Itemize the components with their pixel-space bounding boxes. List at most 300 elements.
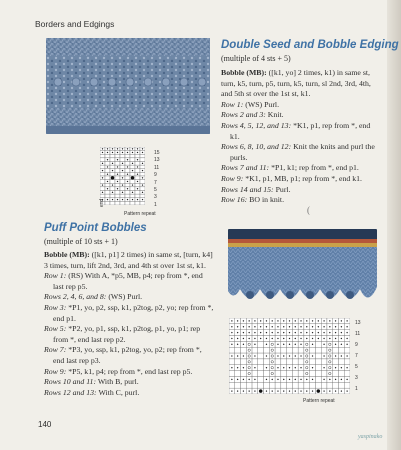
- chart-cell: [235, 371, 241, 377]
- purl-symbol: [312, 391, 313, 392]
- purl-symbol: [272, 338, 273, 339]
- chart-cell: [120, 180, 125, 184]
- purl-symbol: [329, 320, 330, 321]
- chart-cell: [125, 201, 130, 205]
- chart-cell: [125, 169, 130, 173]
- purl-symbol: [289, 367, 290, 368]
- chart-cell: [310, 347, 316, 353]
- purl-symbol: [127, 188, 128, 189]
- purl-symbol: [132, 199, 133, 200]
- chart-cell: [338, 359, 344, 365]
- purl-symbol: [301, 391, 302, 392]
- purl-symbol: [231, 338, 232, 339]
- text-cursor-icon: (: [307, 205, 310, 215]
- purl-symbol: [289, 326, 290, 327]
- chart-cell: [105, 183, 110, 187]
- purl-symbol: [318, 326, 319, 327]
- purl-symbol: [277, 332, 278, 333]
- chart-cell: [105, 169, 110, 173]
- chart-cell: [135, 162, 140, 166]
- purl-symbol: [312, 379, 313, 380]
- chart-cell: [327, 347, 333, 353]
- purl-symbol: [127, 199, 128, 200]
- purl-symbol: [266, 326, 267, 327]
- instruction-lead: Row 1:: [44, 271, 67, 281]
- purl-symbol: [272, 379, 273, 380]
- purl-symbol: [306, 391, 307, 392]
- chart-cell: [115, 194, 120, 198]
- purl-symbol: [335, 338, 336, 339]
- chart-cell: [135, 176, 140, 180]
- chart-cell: [292, 347, 298, 353]
- chart-cell: [100, 187, 105, 191]
- purl-symbol: [329, 379, 330, 380]
- instruction-line-s1: [44, 271, 214, 292]
- instruction-lead: Rows 10 and 11:: [44, 377, 97, 387]
- chart-cell: [258, 371, 264, 377]
- instruction-text: With B, purl.: [96, 377, 139, 387]
- purl-symbol: [289, 338, 290, 339]
- chart-cell: [258, 353, 264, 359]
- chart-cell: [140, 201, 145, 205]
- chart-cell: [125, 176, 130, 180]
- purl-symbol: [102, 152, 103, 153]
- chart-cell: [130, 158, 135, 162]
- purl-symbol: [102, 170, 103, 171]
- purl-symbol: [117, 199, 118, 200]
- chart-cell: [327, 365, 333, 371]
- instruction-line-s3: [44, 303, 214, 324]
- chart-cell: [120, 187, 125, 191]
- instruction-text: *P2, yo, p1, ssp, k1, p2tog, p1, yo, p1; rep from *, end last rep p2.: [53, 324, 201, 344]
- purl-symbol: [283, 332, 284, 333]
- chart-cell: [281, 371, 287, 377]
- knit-texture-1: [46, 38, 210, 134]
- chart-row-number: 9: [154, 172, 157, 179]
- purl-symbol: [237, 326, 238, 327]
- purl-symbol: [266, 391, 267, 392]
- purl-symbol: [249, 326, 250, 327]
- chart-cell: [315, 353, 321, 359]
- purl-symbol: [254, 391, 255, 392]
- chart-cell: [281, 382, 287, 388]
- purl-symbol: [312, 367, 313, 368]
- chart-cell: [140, 180, 145, 184]
- chart-row-number: 11: [355, 331, 361, 337]
- chart-cell: [333, 347, 339, 353]
- purl-symbol: [137, 148, 138, 149]
- chart-cell: [327, 382, 333, 388]
- purl-symbol: [237, 367, 238, 368]
- instruction-line-s10: [44, 377, 214, 388]
- purl-symbol: [312, 338, 313, 339]
- knit-texture-2: [228, 229, 377, 313]
- purl-symbol: [277, 344, 278, 345]
- bobble-symbol: [111, 176, 114, 179]
- chart-cell: [140, 194, 145, 198]
- chart-cell: [298, 359, 304, 365]
- purl-symbol: [117, 181, 118, 182]
- chart-cell: [338, 371, 344, 377]
- purl-symbol: [306, 379, 307, 380]
- purl-symbol: [243, 367, 244, 368]
- chart-cell: [287, 359, 293, 365]
- chart-cell: [140, 172, 145, 176]
- purl-symbol: [243, 391, 244, 392]
- chart-cell: [241, 382, 247, 388]
- chart-cell: [287, 371, 293, 377]
- chart-cell: [241, 347, 247, 353]
- chart-cell: [130, 201, 135, 205]
- chart-cell: [229, 359, 235, 365]
- chart-cell: [100, 154, 105, 158]
- chart-cell: [315, 371, 321, 377]
- purl-symbol: [283, 338, 284, 339]
- purl-symbol: [283, 367, 284, 368]
- instruction-text: *P3, yo, ssp, k1, p2tog, yo, p2; rep from *, end last rep p3.: [53, 345, 202, 365]
- chart-cell: [105, 191, 110, 195]
- purl-symbol: [112, 192, 113, 193]
- chart-double-seed: [100, 147, 145, 205]
- purl-symbol: [324, 332, 325, 333]
- chart-cell: [115, 176, 120, 180]
- purl-symbol: [318, 338, 319, 339]
- chart-cell: [135, 194, 140, 198]
- purl-symbol: [249, 391, 250, 392]
- instruction-text: ([k1, p1] 2 times) in same st, [turn, k4] 3 times, turn, lift 2nd, 3rd, and 4th st over 1st st, k1.: [44, 250, 213, 270]
- chart-cell: [115, 201, 120, 205]
- chart-cell: [269, 371, 275, 377]
- chart-cell: [344, 382, 350, 388]
- chart-cell: [125, 183, 130, 187]
- purl-symbol: [341, 332, 342, 333]
- chart-cell: [258, 347, 264, 353]
- purl-symbol: [249, 320, 250, 321]
- chart-row-number: 9: [355, 342, 358, 348]
- purl-symbol: [243, 356, 244, 357]
- purl-symbol: [231, 379, 232, 380]
- instructions-double-seed: [221, 68, 376, 206]
- purl-symbol: [249, 379, 250, 380]
- chart-cell: [298, 347, 304, 353]
- purl-symbol: [312, 332, 313, 333]
- purl-symbol: [266, 367, 267, 368]
- purl-symbol: [295, 379, 296, 380]
- chart-cell: [310, 359, 316, 365]
- chart-cell: [100, 194, 105, 198]
- instruction-line-s12: [44, 388, 214, 399]
- purl-symbol: [301, 367, 302, 368]
- page-spine: [387, 0, 401, 450]
- instruction-lead: Bobble (MB):: [44, 250, 90, 259]
- purl-symbol: [347, 356, 348, 357]
- purl-symbol: [237, 379, 238, 380]
- purl-symbol: [335, 391, 336, 392]
- chart-cell: [229, 347, 235, 353]
- chart-cell: [130, 172, 135, 176]
- purl-symbol: [329, 338, 330, 339]
- chart-cell: [120, 194, 125, 198]
- chart-cell: [304, 347, 310, 353]
- running-header: Borders and Edgings: [35, 19, 115, 29]
- chart-cell: [135, 183, 140, 187]
- purl-symbol: [335, 356, 336, 357]
- purl-symbol: [266, 338, 267, 339]
- purl-symbol: [132, 192, 133, 193]
- purl-symbol: [132, 170, 133, 171]
- purl-symbol: [335, 332, 336, 333]
- purl-symbol: [324, 356, 325, 357]
- purl-symbol: [122, 177, 123, 178]
- purl-symbol: [127, 148, 128, 149]
- chart-cell: [246, 365, 252, 371]
- chart-grid-2: [229, 318, 350, 394]
- purl-symbol: [283, 391, 284, 392]
- chart-cell: [120, 172, 125, 176]
- purl-symbol: [295, 391, 296, 392]
- purl-symbol: [122, 185, 123, 186]
- section-title-double-seed: Double Seed and Bobble Edging: [221, 39, 399, 51]
- chart-cell: [315, 365, 321, 371]
- purl-symbol: [283, 320, 284, 321]
- instruction-line-r7: [221, 163, 376, 174]
- purl-symbol: [243, 379, 244, 380]
- purl-symbol: [341, 367, 342, 368]
- chart-cell: [321, 371, 327, 377]
- chart-cell: [252, 359, 258, 365]
- chart-cell: [310, 371, 316, 377]
- instruction-line-r1: [221, 100, 376, 111]
- instruction-line-r6: [221, 142, 376, 163]
- chart-cell: [246, 353, 252, 359]
- purl-symbol: [112, 148, 113, 149]
- chart-cell: [229, 382, 235, 388]
- purl-symbol: [237, 344, 238, 345]
- instruction-lead: Row 5:: [44, 324, 67, 334]
- instruction-text: (RS) With A, *p5, MB, p4; rep from *, end last rep p5.: [53, 271, 203, 291]
- chart-cell: [110, 187, 115, 191]
- purl-symbol: [341, 320, 342, 321]
- chart-cell: [327, 353, 333, 359]
- purl-symbol: [260, 338, 261, 339]
- instruction-line-r4: [221, 121, 376, 142]
- chart-cell: [327, 359, 333, 365]
- chart-cell: [269, 341, 275, 347]
- chart-cell: [315, 341, 321, 347]
- chart-cell: [140, 154, 145, 158]
- purl-symbol: [329, 326, 330, 327]
- purl-symbol: [347, 338, 348, 339]
- chart-row-number: 7: [154, 179, 157, 186]
- purl-symbol: [283, 379, 284, 380]
- chart-cell: [115, 183, 120, 187]
- purl-symbol: [122, 148, 123, 149]
- purl-symbol: [295, 338, 296, 339]
- purl-symbol: [335, 379, 336, 380]
- chart-cell: [110, 154, 115, 158]
- purl-symbol: [347, 332, 348, 333]
- instruction-line-s2: [44, 292, 214, 303]
- purl-symbol: [112, 185, 113, 186]
- purl-symbol: [107, 166, 108, 167]
- instruction-text: *K1, p1, MB, p1; rep from *, end k1.: [243, 173, 362, 183]
- purl-symbol: [107, 174, 108, 175]
- chart-cell: [275, 359, 281, 365]
- instruction-text: *P5, k1, p4; rep from *, end last rep p5.: [66, 366, 193, 376]
- purl-symbol: [254, 326, 255, 327]
- chart-cell: [130, 187, 135, 191]
- chart-row-number: 5: [154, 187, 157, 193]
- purl-symbol: [237, 356, 238, 357]
- purl-symbol: [283, 344, 284, 345]
- chart-cell: [281, 359, 287, 365]
- purl-symbol: [301, 332, 302, 333]
- purl-symbol: [102, 192, 103, 193]
- chart-cell: [304, 365, 310, 371]
- purl-symbol: [295, 344, 296, 345]
- chart-cell: [235, 347, 241, 353]
- purl-symbol: [132, 148, 133, 149]
- purl-symbol: [277, 356, 278, 357]
- purl-symbol: [295, 332, 296, 333]
- purl-symbol: [341, 344, 342, 345]
- purl-symbol: [277, 338, 278, 339]
- instruction-text: (WS) Purl.: [243, 99, 280, 109]
- purl-symbol: [283, 356, 284, 357]
- chart-row-number: 11: [154, 164, 160, 171]
- purl-symbol: [243, 338, 244, 339]
- chart-cell: [135, 201, 140, 205]
- purl-symbol: [295, 367, 296, 368]
- chart-cell: [321, 382, 327, 388]
- instruction-line-r16: [221, 195, 376, 206]
- purl-symbol: [142, 152, 143, 153]
- purl-symbol: [341, 338, 342, 339]
- chart-cell: [241, 359, 247, 365]
- purl-symbol: [243, 320, 244, 321]
- purl-symbol: [137, 166, 138, 167]
- purl-symbol: [318, 332, 319, 333]
- chart-cell: [281, 347, 287, 353]
- purl-symbol: [254, 344, 255, 345]
- purl-symbol: [127, 159, 128, 160]
- chart-row-number: 3: [355, 375, 358, 381]
- chart-row-number: 13: [355, 320, 361, 326]
- chart-cell: [135, 169, 140, 173]
- purl-symbol: [266, 379, 267, 380]
- purl-symbol: [237, 391, 238, 392]
- purl-symbol: [301, 356, 302, 357]
- purl-symbol: [117, 159, 118, 160]
- chart-cell: [269, 382, 275, 388]
- chart-cell: [130, 194, 135, 198]
- chart-row-number: 5: [355, 364, 358, 370]
- purl-symbol: [142, 170, 143, 171]
- purl-symbol: [112, 152, 113, 153]
- chart-cell: [125, 162, 130, 166]
- purl-symbol: [117, 174, 118, 175]
- section-title-puff-point: Puff Point Bobbles: [44, 222, 147, 234]
- chart-cell: [264, 359, 270, 365]
- chart-cell: [105, 162, 110, 166]
- chart-row-number: 1: [355, 386, 358, 392]
- purl-symbol: [122, 170, 123, 171]
- purl-symbol: [249, 332, 250, 333]
- chart-cell: [130, 180, 135, 184]
- purl-symbol: [335, 344, 336, 345]
- instruction-line-s7: [44, 345, 214, 366]
- purl-symbol: [117, 166, 118, 167]
- chart-cell: [304, 341, 310, 347]
- chart-cell: [105, 194, 110, 198]
- purl-symbol: [324, 326, 325, 327]
- chart-cell: [269, 365, 275, 371]
- chart-cell: [287, 347, 293, 353]
- purl-symbol: [329, 332, 330, 333]
- chart-cell: [275, 347, 281, 353]
- purl-symbol: [107, 199, 108, 200]
- chart-cell: [140, 187, 145, 191]
- purl-symbol: [266, 332, 267, 333]
- chart-cell: [258, 365, 264, 371]
- chart-cell: [338, 382, 344, 388]
- purl-symbol: [272, 332, 273, 333]
- chart-cell: [258, 359, 264, 365]
- purl-symbol: [306, 338, 307, 339]
- instruction-lead: Bobble (MB):: [221, 68, 267, 77]
- purl-symbol: [283, 326, 284, 327]
- purl-symbol: [341, 356, 342, 357]
- chart-cell: [100, 158, 105, 162]
- purl-symbol: [341, 391, 342, 392]
- purl-symbol: [324, 320, 325, 321]
- chart-puff-point: [229, 318, 350, 394]
- purl-symbol: [277, 367, 278, 368]
- purl-symbol: [254, 367, 255, 368]
- chart-row-number: 3: [154, 194, 157, 201]
- chart-cell: [298, 371, 304, 377]
- chart-cell: [246, 341, 252, 347]
- purl-symbol: [295, 320, 296, 321]
- chart-cell: [110, 194, 115, 198]
- purl-symbol: [142, 177, 143, 178]
- chart-cell: [125, 154, 130, 158]
- purl-symbol: [260, 326, 261, 327]
- chart-cell: [135, 154, 140, 158]
- purl-symbol: [254, 332, 255, 333]
- chart-cell: [105, 176, 110, 180]
- purl-symbol: [318, 320, 319, 321]
- chart-cell: [304, 359, 310, 365]
- purl-symbol: [237, 320, 238, 321]
- purl-symbol: [301, 326, 302, 327]
- purl-symbol: [137, 174, 138, 175]
- chart-cell: [292, 382, 298, 388]
- instruction-text: *P1, k1; rep from *, end p1.: [269, 163, 359, 173]
- purl-symbol: [295, 356, 296, 357]
- section-subtitle-double-seed: (multiple of 4 sts + 5): [221, 54, 291, 63]
- purl-symbol: [122, 192, 123, 193]
- chart-cell: [321, 347, 327, 353]
- instruction-text: *K1, p1, rep from *, end k1.: [230, 120, 371, 141]
- purl-symbol: [301, 379, 302, 380]
- purl-symbol: [266, 356, 267, 357]
- chart-cell: [269, 353, 275, 359]
- purl-symbol: [127, 174, 128, 175]
- purl-symbol: [142, 163, 143, 164]
- chart-cell: [125, 194, 130, 198]
- purl-symbol: [249, 338, 250, 339]
